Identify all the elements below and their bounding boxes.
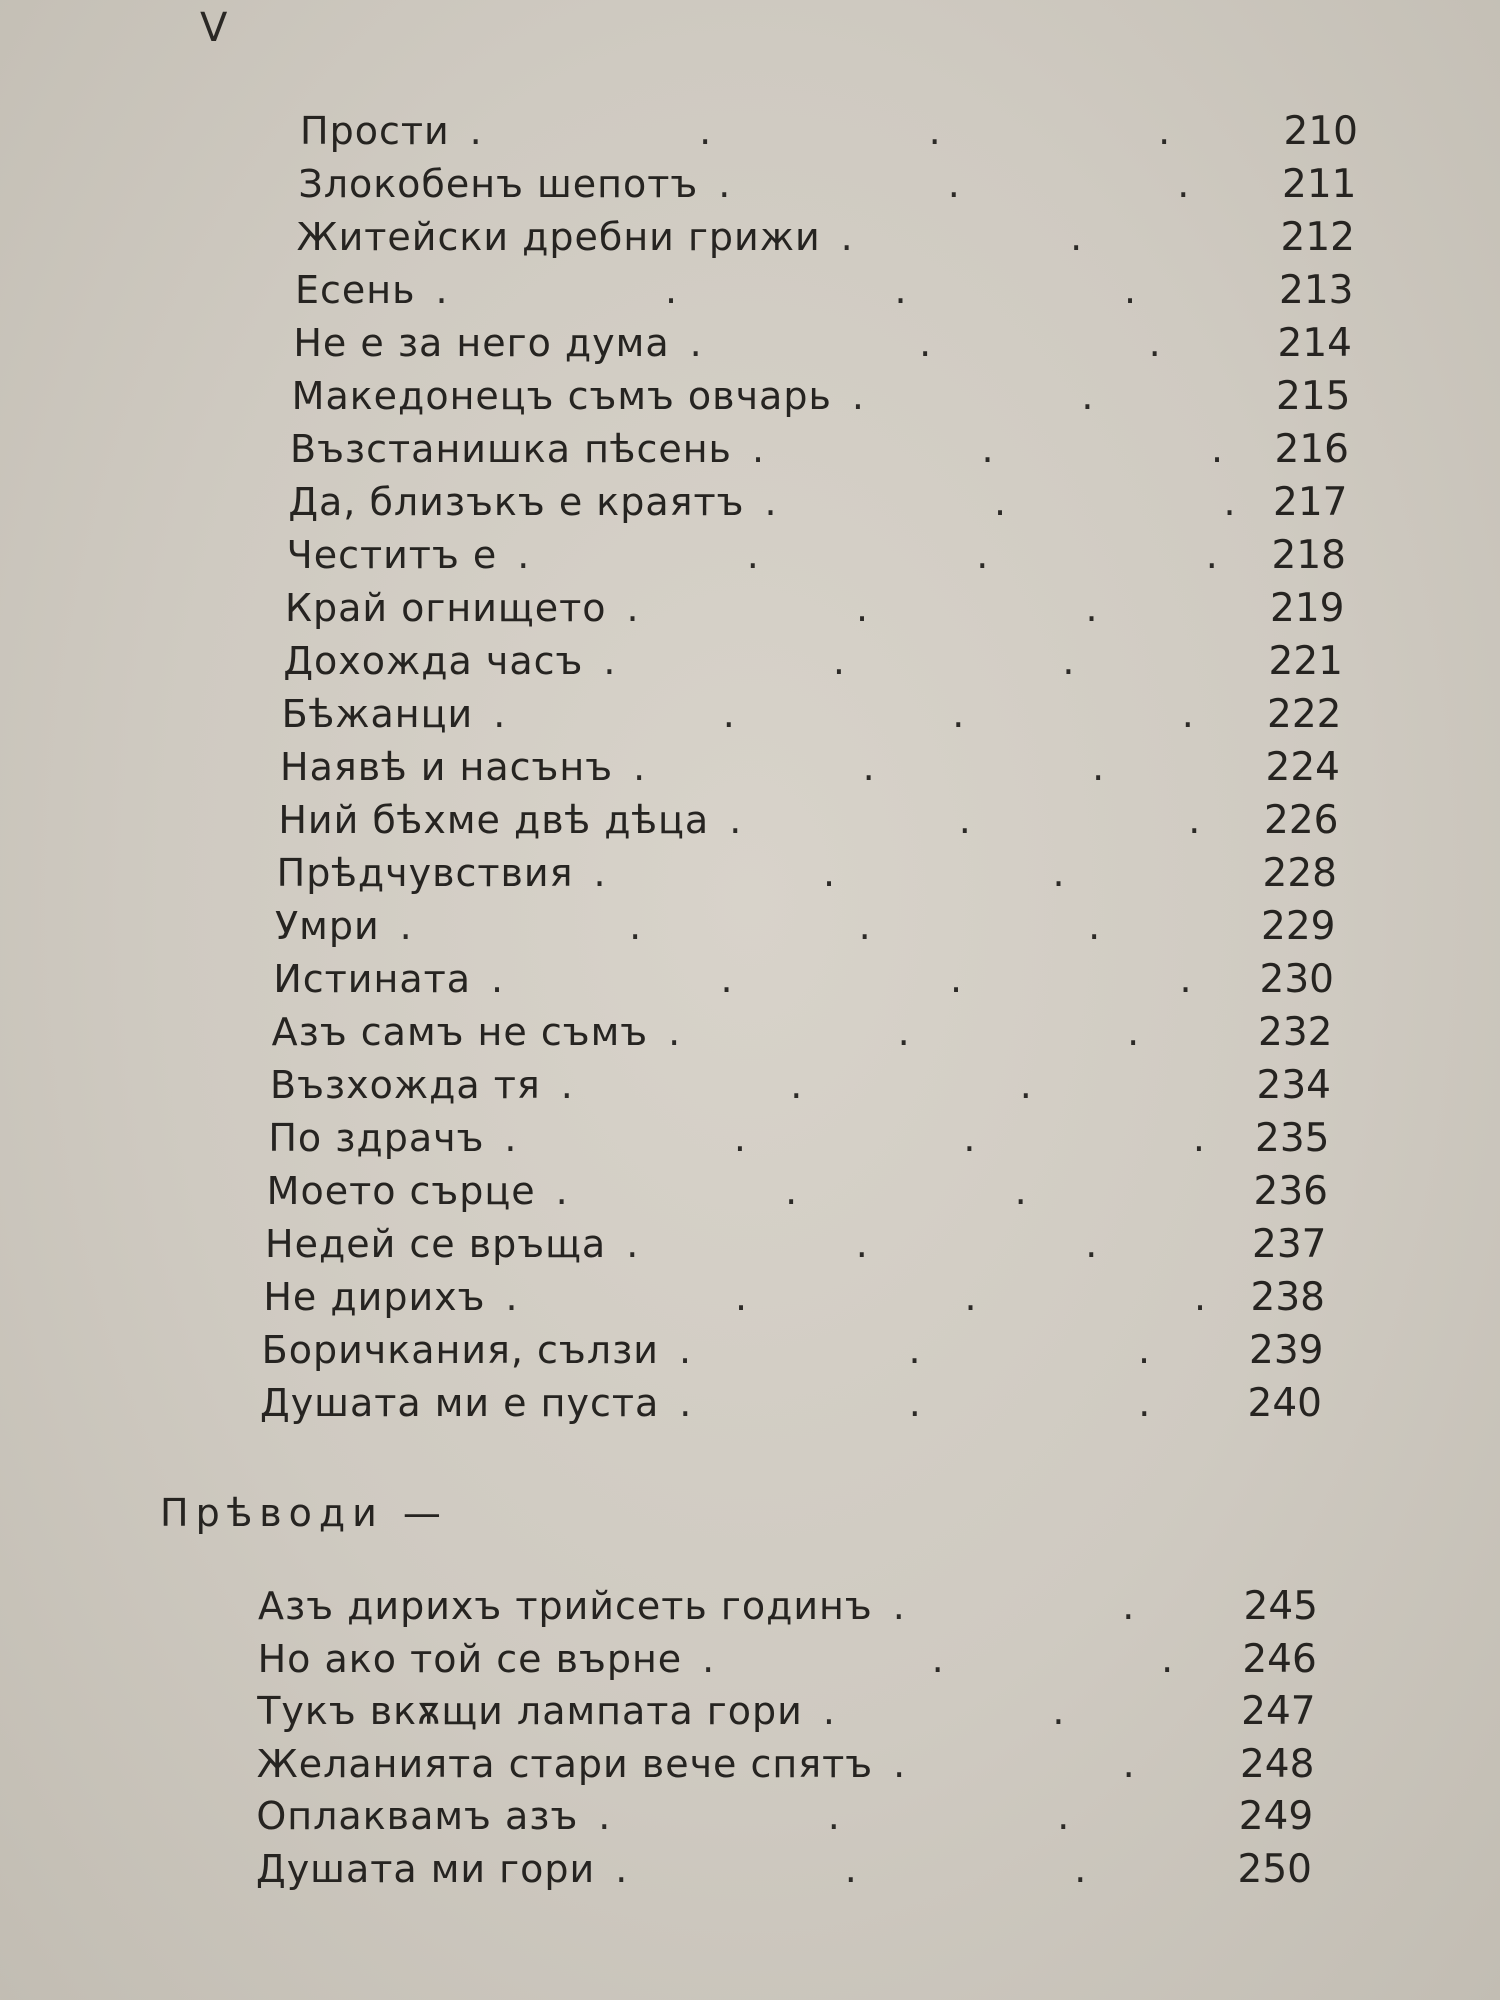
toc-entry-page-number: 229	[1261, 904, 1336, 949]
toc-entry-title: Македонецъ съмъ овчарь	[291, 374, 832, 418]
dot-leader	[823, 1685, 1218, 1738]
toc-entry-page-number: 210	[1283, 109, 1358, 154]
toc-entry-title: Не дирихъ	[263, 1275, 486, 1319]
toc-entry-page-number: 235	[1255, 1116, 1330, 1161]
toc-entry-title: Азъ самъ не съмъ	[271, 1010, 649, 1054]
toc-entry	[257, 1685, 1315, 1738]
dot-leader	[615, 1843, 1214, 1896]
toc-entry	[297, 211, 1355, 264]
toc-entry	[280, 741, 1340, 794]
toc-entry-page-number: 216	[1274, 427, 1349, 472]
toc-entry-title: Душата ми е пуста	[260, 1381, 660, 1425]
toc-entry-title: Възстанишка пѣсень	[290, 427, 732, 471]
toc-entry-title: Желанията стари вече спятъ	[256, 1741, 874, 1786]
dot-leader	[400, 900, 1238, 953]
toc-entry-title: Наявѣ и насънъ	[280, 745, 614, 789]
toc-entry-page-number: 239	[1249, 1328, 1324, 1373]
dot-leader	[626, 582, 1246, 635]
dot-leader	[764, 476, 1249, 529]
toc-entry-page-number: 248	[1239, 1741, 1315, 1787]
toc-entry	[283, 635, 1343, 688]
toc-entry-title: Ний бѣхме двѣ дѣца	[278, 798, 710, 842]
toc-entry-page-number: 217	[1273, 480, 1348, 525]
dot-leader	[752, 423, 1251, 476]
toc-entry-title: Но ако той се върне	[257, 1636, 683, 1681]
dot-leader	[702, 1633, 1219, 1686]
toc-entry-page-number: 250	[1237, 1846, 1312, 1892]
toc-entry-page-number: 249	[1238, 1794, 1314, 1839]
toc-entry-page-number: 247	[1241, 1689, 1316, 1734]
toc-entry	[295, 264, 1354, 317]
toc-entry-title: Прости	[300, 109, 450, 153]
toc-entry	[287, 529, 1346, 582]
toc-entry	[278, 794, 1338, 847]
toc-entry	[282, 688, 1342, 741]
toc-entry	[267, 1165, 1328, 1218]
toc-entry-page-number: 211	[1282, 162, 1357, 207]
toc-entry-title: Прѣдчувствия	[276, 851, 574, 895]
toc-entry-page-number: 228	[1262, 851, 1337, 896]
dot-leader	[690, 317, 1254, 370]
dot-leader	[491, 953, 1236, 1006]
toc-entry-title: Недей се връща	[265, 1222, 607, 1266]
toc-entry-title: Моето сърце	[266, 1169, 536, 1213]
toc-entry-title: По здрачъ	[268, 1116, 485, 1160]
toc-entry	[275, 900, 1336, 953]
toc-entry	[262, 1324, 1324, 1377]
dot-leader	[852, 370, 1253, 423]
toc-entry	[256, 1790, 1313, 1843]
dot-leader	[493, 688, 1243, 741]
toc-entry-title: Истината	[273, 957, 472, 1001]
toc-entry-title: Да, близъкъ е краятъ	[288, 480, 745, 524]
toc-entry-title: Оплаквамъ азъ	[256, 1794, 579, 1838]
dot-leader	[729, 794, 1240, 847]
dot-leader	[679, 1377, 1224, 1430]
toc-entry	[263, 1271, 1325, 1324]
dot-leader	[505, 1271, 1227, 1324]
toc-entry	[256, 1843, 1312, 1896]
toc-entry-page-number: 232	[1258, 1010, 1333, 1055]
dot-leader	[504, 1112, 1231, 1165]
toc-entry-title: Край огнището	[285, 586, 607, 630]
toc-entry	[277, 847, 1337, 900]
toc-entry	[257, 1738, 1315, 1791]
toc-entry-title: Азъ дирихъ трийсеть годинъ	[258, 1584, 873, 1628]
toc-entry-page-number: 214	[1277, 321, 1352, 366]
toc-entry-page-number: 237	[1252, 1222, 1327, 1267]
dot-leader	[598, 1790, 1215, 1843]
toc-entry-title: Бѣжанци	[281, 692, 474, 736]
toc-entry-page-number: 219	[1270, 586, 1345, 631]
dot-leader	[893, 1580, 1220, 1633]
toc-entry-title: Честитъ е	[286, 533, 498, 577]
toc-entry-title: Не е за него дума	[293, 321, 670, 365]
toc-entry	[258, 1633, 1317, 1686]
toc-entry	[292, 370, 1351, 423]
toc-entry-title: Умри	[275, 904, 380, 948]
toc-entry	[258, 1580, 1318, 1633]
toc-entry-page-number: 236	[1253, 1169, 1328, 1214]
toc-entry-page-number: 246	[1242, 1636, 1317, 1682]
translations-heading: Прѣводи —	[160, 1491, 448, 1535]
toc-entry-title: Житейски дребни грижи	[296, 215, 821, 259]
toc-entry-page-number: 230	[1259, 957, 1334, 1002]
dot-leader	[718, 158, 1258, 211]
page-mark: V	[200, 5, 228, 51]
toc-entry-title: Тукъ вкѫщи лампата гори	[257, 1689, 803, 1733]
dot-leader	[679, 1324, 1226, 1377]
toc-entry	[268, 1112, 1329, 1165]
dot-leader	[470, 105, 1260, 158]
dot-leader	[561, 1059, 1233, 1112]
toc-entry-title: Възхожда тя	[270, 1063, 541, 1107]
toc-entry	[260, 1377, 1322, 1430]
dot-leader	[436, 264, 1256, 317]
toc-entry-title: Дохожда часъ	[283, 639, 584, 683]
toc-entry	[273, 953, 1334, 1006]
dot-leader	[517, 529, 1248, 582]
dot-leader	[626, 1218, 1228, 1271]
toc-entry	[298, 158, 1356, 211]
toc-entry-title: Злокобенъ шепотъ	[298, 162, 699, 206]
toc-entry	[300, 105, 1358, 158]
toc-entry	[293, 317, 1352, 370]
toc-entry-title: Есень	[295, 268, 416, 312]
toc-entry	[288, 476, 1347, 529]
toc-entry-page-number: 238	[1250, 1275, 1325, 1320]
toc-entry-page-number: 240	[1247, 1381, 1322, 1426]
toc-entry	[285, 582, 1345, 635]
toc-entry-page-number: 234	[1256, 1063, 1331, 1108]
toc-entry-page-number: 221	[1268, 639, 1343, 684]
dot-leader	[893, 1738, 1216, 1791]
toc-entry	[270, 1059, 1331, 1112]
toc-entry-page-number: 224	[1265, 745, 1340, 790]
toc-entry-page-number: 218	[1271, 533, 1346, 578]
toc-entry	[272, 1006, 1333, 1059]
toc-entry-page-number: 215	[1276, 374, 1351, 419]
dot-leader	[593, 847, 1239, 900]
dot-leader	[668, 1006, 1234, 1059]
toc-entry-title: Боричкания, сълзи	[261, 1328, 659, 1372]
dot-leader	[633, 741, 1242, 794]
toc-entry-title: Душата ми гори	[256, 1846, 596, 1891]
dot-leader	[603, 635, 1245, 688]
dot-leader	[841, 211, 1257, 264]
dot-leader	[556, 1165, 1230, 1218]
toc-entry	[290, 423, 1349, 476]
toc-entry-page-number: 226	[1264, 798, 1339, 843]
toc-entry-page-number: 212	[1280, 215, 1355, 260]
toc-entry-page-number: 213	[1279, 268, 1354, 313]
toc-entry-page-number: 245	[1243, 1584, 1318, 1629]
toc-entry-page-number: 222	[1267, 692, 1342, 737]
toc-entry	[265, 1218, 1327, 1271]
